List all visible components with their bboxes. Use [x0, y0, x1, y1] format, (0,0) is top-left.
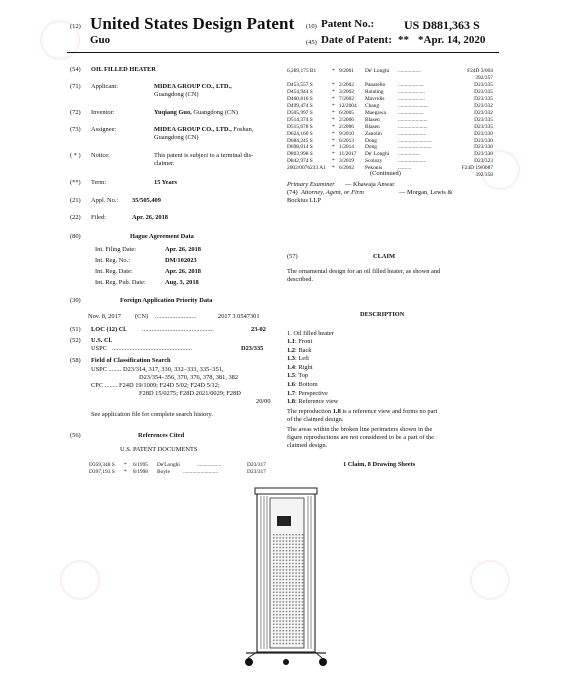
ref-star: *	[332, 95, 335, 102]
priority-number: 2017 3 0547301	[218, 313, 260, 320]
priority-leader: ..........................	[155, 313, 197, 320]
ref-star: *	[332, 102, 335, 109]
ref-number: D397,193 S	[89, 469, 115, 475]
hague-row-value: Aug. 3, 2018	[165, 279, 199, 286]
date-of-patent: *Apr. 14, 2020	[418, 34, 486, 46]
ref-number: D454,944 S	[287, 88, 313, 95]
search-history-note: See application file for complete search history.	[91, 411, 213, 418]
ref-name: De'Longhi	[157, 462, 180, 468]
ref-leader: .........................	[398, 144, 432, 151]
title-code: (54)	[70, 66, 81, 73]
ref-date: 9/2001	[339, 68, 354, 74]
patent-number: US D881,363 S	[404, 18, 480, 32]
field-code: (58)	[70, 357, 81, 364]
field-line: USPC ........ D23/314, 317, 330, 332–333, 335–351,	[91, 366, 224, 373]
reproduction-note-line2: of the claimed design.	[287, 416, 344, 423]
inventor-code: (72)	[70, 109, 81, 116]
applicant-label: Applicant:	[91, 83, 118, 90]
notice-code: ( * )	[70, 152, 81, 159]
ref-number: D684,245 S	[287, 137, 313, 144]
view-number: 1.5	[287, 372, 295, 380]
ref-name: Chang	[365, 102, 380, 109]
ref-class: D23/330	[474, 151, 493, 158]
ref-leader: ..........	[398, 165, 412, 172]
view-number: 1.4	[287, 363, 295, 371]
patent-no-label: Patent No.:	[321, 18, 375, 30]
ref-date: 2/2006	[339, 116, 354, 123]
inventor-name: Yuqiang Guo,	[154, 109, 192, 116]
view-number: 1.7	[287, 389, 295, 397]
refs-code: (56)	[70, 432, 81, 439]
uspc-label: USPC	[91, 345, 107, 352]
ref-leader: ..................	[197, 462, 222, 468]
attorney-firm-line1: — Morgan, Lewis &	[399, 189, 453, 196]
description-intro: 1. Oil filled heater	[287, 330, 334, 337]
ref-class: 392/357	[475, 74, 493, 81]
notice-text-line2: claimer.	[154, 160, 175, 167]
ref-class: D23/323	[474, 158, 493, 165]
ref-class: D23/335	[474, 123, 493, 130]
term-code: (**)	[70, 179, 81, 186]
refs-continued: (Continued)	[370, 170, 401, 177]
priority-country: (CN)	[135, 313, 149, 320]
ref-name: Blasen	[365, 116, 380, 123]
ref-number: 6,289,175 B1	[287, 68, 317, 74]
repro-text-a: The reproduction	[287, 408, 333, 415]
ref-number: D803,998 S	[287, 151, 313, 158]
ref-name: Pekonis	[365, 165, 383, 172]
ref-date: 9/2010	[339, 130, 354, 137]
ref-number: D505,997 S	[287, 109, 313, 116]
ref-number: D499,474 S	[287, 102, 313, 109]
ref-date: 12/2004	[339, 102, 357, 109]
ref-class: D23/317	[247, 469, 266, 475]
ref-date: 6/2013	[339, 137, 354, 144]
notice-label: Notice:	[91, 152, 110, 159]
ref-date: 6/2002	[339, 165, 354, 172]
ref-star: *	[332, 81, 335, 88]
loc-code: (51)	[70, 326, 81, 333]
ref-date: 6/1995	[133, 462, 148, 468]
ref-class: D23/332	[474, 109, 493, 116]
ref-class: F24D 19/0087	[461, 165, 493, 172]
broken-line-note-line3: claimed design.	[287, 442, 328, 449]
view-label: : Right	[295, 363, 313, 371]
code-12: (12)	[70, 23, 81, 30]
refs-subtitle: U.S. PATENT DOCUMENTS	[120, 446, 198, 453]
priority-title: Foreign Application Priority Data	[120, 297, 213, 304]
ref-star: *	[332, 68, 335, 74]
inventor-label: Inventor:	[91, 109, 115, 116]
ref-class: D23/317	[247, 462, 266, 468]
drawing-sheets-count: 1 Claim, 8 Drawing Sheets	[343, 461, 416, 468]
view-label: : Top	[295, 372, 309, 380]
description-title: DESCRIPTION	[360, 311, 405, 318]
view-item	[287, 381, 318, 389]
ref-star: *	[332, 137, 335, 144]
ref-star: *	[332, 109, 335, 116]
ref-leader: ....................	[398, 88, 425, 95]
ref-star: *	[332, 130, 335, 137]
ref-star: *	[332, 88, 335, 95]
ref-class: D23/335	[474, 88, 493, 95]
ref-leader: ...................	[398, 81, 424, 88]
ref-class: D23/330	[474, 137, 493, 144]
attorney-code: (74)	[287, 189, 298, 196]
field-line: CPC ........ F24D 19/1009; F24D 5/02; F24D 5/12;	[91, 382, 220, 389]
ref-leader: ................	[398, 151, 420, 158]
ref-date: 3/2019	[339, 158, 354, 165]
claim-title: CLAIM	[373, 253, 396, 260]
view-number: 1.3	[287, 355, 295, 363]
ref-star: *	[332, 151, 335, 158]
uspc-value: D23/335	[241, 345, 264, 352]
primary-examiner-label: Primary Examiner	[287, 181, 335, 188]
ref-class: D23/330	[474, 144, 493, 151]
ref-number: 2002/0076233 A1	[287, 165, 326, 172]
ref-class: D23/330	[474, 130, 493, 137]
date-marks: **	[398, 34, 409, 46]
attorney-label: Attorney, Agent, or Firm	[301, 189, 364, 196]
priority-date: Nov. 8, 2017	[88, 313, 121, 320]
view-label: : Left	[295, 355, 310, 363]
ref-name: Dong	[365, 137, 377, 144]
ref-name: Blasen	[365, 123, 380, 130]
appl-number: 35/505,409	[132, 197, 161, 204]
ref-leader: ...................	[398, 109, 424, 116]
view-label: : Perspective	[295, 389, 328, 397]
hague-row-label: Int. Reg. Pub. Date:	[95, 279, 146, 286]
ref-name: Scolozy	[365, 158, 383, 165]
ref-star: *	[332, 116, 335, 123]
hague-title: Hague Agreement Data	[130, 233, 194, 240]
hague-row-value: Apr. 26, 2018	[165, 268, 201, 275]
ref-star: *	[124, 469, 127, 475]
ref-name: Maegawa	[365, 109, 386, 116]
ref-leader: .......................	[398, 102, 429, 109]
ref-star: *	[332, 165, 335, 172]
ref-date: 7/2002	[339, 95, 354, 102]
ref-number: D515,678 S	[287, 123, 313, 130]
ref-number: D698,014 S	[287, 144, 313, 151]
loc-value: 23-02	[251, 326, 266, 333]
us-cl-code: (52)	[70, 337, 81, 344]
applicant-place: Guangdong (CN)	[154, 91, 199, 98]
view-item	[287, 355, 309, 363]
hague-row-value: Apr. 26, 2018	[165, 246, 201, 253]
ref-number: D359,348 S	[89, 462, 115, 468]
caster-wheel	[245, 658, 253, 666]
ref-class: D23/335	[474, 81, 493, 88]
filed-code: (22)	[70, 214, 81, 221]
ref-class: D23/332	[474, 102, 493, 109]
field-line: D23/354–356, 370, 376, 378, 381, 382	[139, 374, 239, 381]
inventor-value	[154, 109, 238, 117]
assignee-label: Assignee:	[91, 126, 117, 133]
view-number: 1.8	[287, 398, 295, 406]
claim-text-line1: The ornamental design for an oil filled heater, as shown and	[287, 268, 441, 275]
applicant-code: (71)	[70, 83, 81, 90]
heater-drawing	[230, 486, 340, 672]
ref-date: 11/2017	[339, 151, 357, 158]
view-item	[287, 372, 308, 380]
applicant-name: MIDEA GROUP CO., LTD.,	[154, 83, 232, 90]
us-cl-label: U.S. Cl.	[91, 337, 112, 344]
ref-number: D514,374 S	[287, 116, 313, 123]
assignee-name: MIDEA GROUP CO., LTD.,	[154, 126, 232, 133]
field-title: Field of Classification Search	[91, 357, 171, 364]
ref-name: Dong	[365, 144, 377, 151]
ref-date: 8/1998	[133, 469, 148, 475]
ref-class: D23/335	[474, 116, 493, 123]
repro-text-c: is a reference view and forms no part	[340, 408, 438, 415]
view-label: : Back	[295, 346, 312, 354]
assignee-city: Foshan,	[231, 126, 254, 133]
ref-number: D460,816 S	[287, 95, 313, 102]
ref-star: *	[332, 144, 335, 151]
view-label: : Reference view	[295, 398, 339, 406]
view-item	[287, 347, 312, 355]
uspc-leader: ..................................................	[112, 345, 192, 352]
ref-date: 1/2014	[339, 144, 354, 151]
ref-leader: .................	[398, 68, 421, 74]
ref-leader: .....................	[398, 130, 427, 137]
ref-class: F24D 3/004	[467, 68, 493, 74]
term-value: 15 Years	[154, 179, 178, 186]
code-10: (10)	[306, 23, 317, 30]
broken-line-note-line1: The areas within the broken line perimeters shown in the	[287, 426, 433, 433]
loc-label: LOC (12) Cl.	[91, 326, 127, 333]
ref-name: Panarello	[365, 81, 386, 88]
header-inventor: Guo	[90, 34, 111, 46]
caster-wheel	[283, 659, 289, 665]
ref-leader: ......................	[398, 116, 428, 123]
header-rule	[67, 52, 499, 53]
ref-number: D624,160 S	[287, 130, 313, 137]
loc-leader: .............................................	[142, 326, 214, 333]
date-of-patent-label: Date of Patent:	[321, 34, 392, 46]
field-line: 20/00	[256, 398, 271, 405]
ref-name: De' Longhi	[365, 68, 390, 74]
hague-row-label: Int. Reg. Date:	[95, 268, 133, 275]
view-number: 1.6	[287, 381, 295, 388]
claim-code: (57)	[287, 253, 298, 260]
notice-text-line1: This patent is subject to a terminal dis-	[154, 152, 254, 159]
ref-date: 2/2006	[339, 123, 354, 130]
refs-title: References Cited	[138, 432, 185, 439]
ref-leader: .........................	[398, 137, 432, 144]
ref-leader: ....................	[398, 95, 425, 102]
ref-number: D842,974 S	[287, 158, 313, 165]
view-label: : Bottom	[295, 381, 318, 388]
broken-line-note-line2: figure reproductions are not considered to be a part of the	[287, 434, 434, 441]
hague-row-value: DM/102023	[165, 257, 197, 264]
ref-leader: ......................	[398, 123, 428, 130]
view-label: : Front	[295, 338, 313, 345]
hague-row-label: Int. Filing Date:	[95, 246, 137, 253]
ref-date: 3/2002	[339, 88, 354, 95]
ref-name: Mavridis	[365, 95, 385, 102]
hague-code: (80)	[70, 233, 81, 240]
primary-examiner-name: — Khawaja Anwar	[345, 181, 395, 188]
ref-star: *	[124, 462, 127, 468]
ref-name: De' Longhi	[365, 151, 390, 158]
view-number: 1.1	[287, 338, 295, 345]
view-item	[287, 390, 328, 398]
view-item	[287, 364, 313, 372]
ref-name: Zanolin	[365, 130, 382, 137]
view-item	[287, 338, 312, 346]
code-45: (45)	[306, 39, 317, 46]
field-line: F28D 15/0275; F28D 2021/0029; F28D	[139, 390, 241, 397]
appl-code: (21)	[70, 197, 81, 204]
view-number: 1.2	[287, 346, 295, 354]
document-title: United States Design Patent	[90, 14, 295, 33]
assignee-code: (73)	[70, 126, 81, 133]
caster-wheel	[319, 658, 327, 666]
ref-class: 392/358	[475, 172, 493, 179]
attorney-firm-line2: Bockius LLP	[287, 197, 321, 204]
ref-leader: .....................	[398, 158, 427, 165]
hague-row-label: Int. Reg. No.:	[95, 257, 130, 264]
inventor-place: Guangdong (CN)	[191, 109, 238, 116]
assignee-place: Guangdong (CN)	[154, 134, 199, 141]
watermark-mark	[60, 560, 100, 600]
ref-leader: ..........................	[183, 469, 219, 475]
claim-text-line2: described.	[287, 276, 314, 283]
invention-title: OIL FILLED HEATER	[91, 66, 156, 73]
filed-date: Apr. 26, 2018	[132, 214, 168, 221]
filed-label: Filed:	[91, 214, 106, 221]
ref-star: *	[332, 123, 335, 130]
ref-number: D453,557 S	[287, 81, 313, 88]
ref-star: *	[332, 158, 335, 165]
ref-class: D23/335	[474, 95, 493, 102]
watermark-mark	[470, 560, 510, 600]
term-label: Term:	[91, 179, 107, 186]
ref-date: 6/2005	[339, 109, 354, 116]
repro-view-number: 1.8	[332, 408, 341, 415]
priority-code: (30)	[70, 297, 81, 304]
ref-date: 2/2002	[339, 81, 354, 88]
ref-name: Boyle	[157, 469, 170, 475]
view-item	[287, 398, 338, 406]
ref-name: Rotaling	[365, 88, 384, 95]
appl-label: Appl. No.:	[91, 197, 119, 204]
